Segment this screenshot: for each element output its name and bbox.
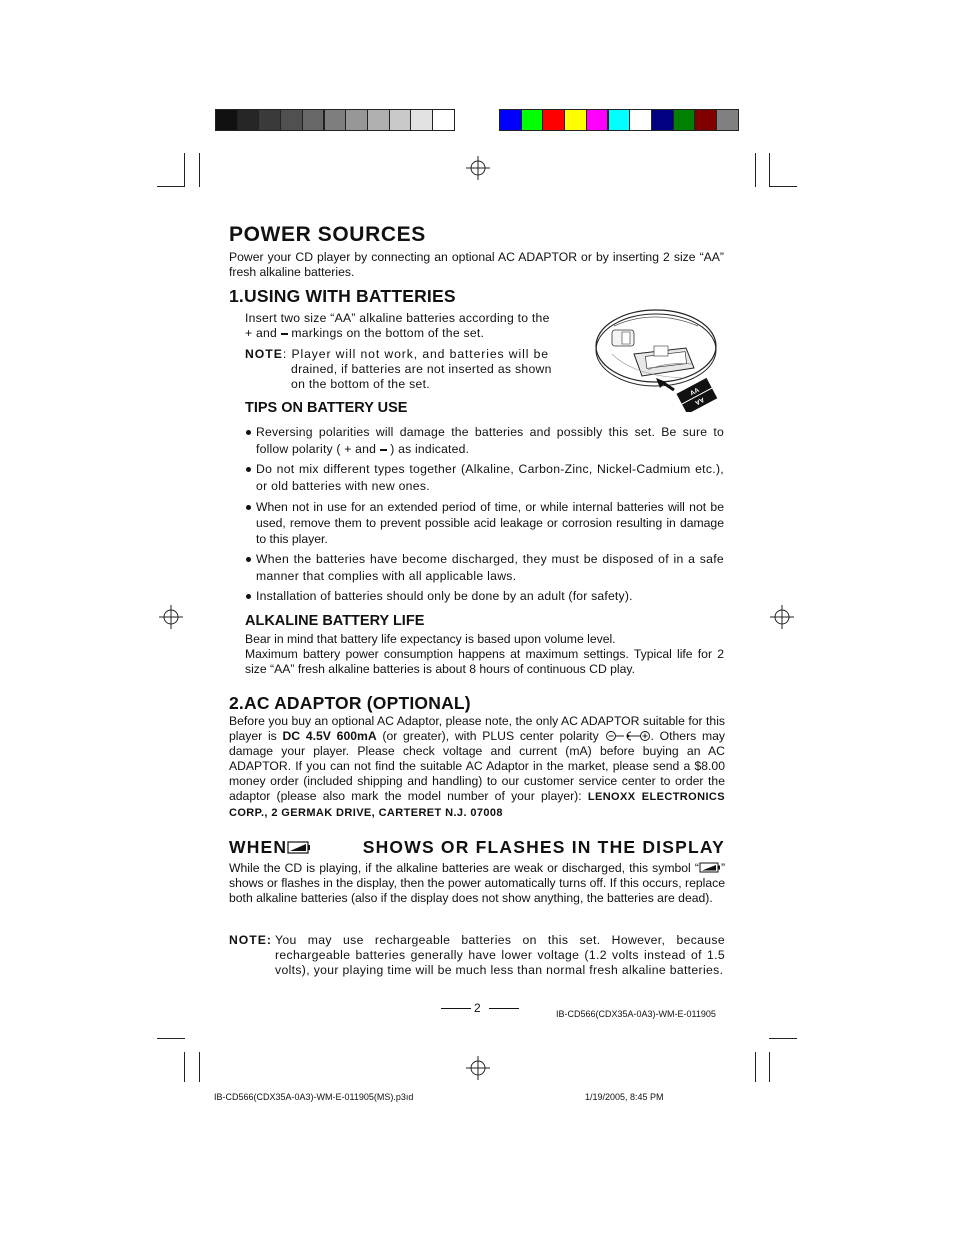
svg-text:AA: AA — [693, 395, 706, 407]
list-item: Installation of batteries should only be done by an adult (for safety). — [246, 588, 724, 605]
color-swatch — [345, 109, 368, 131]
color-swatch — [716, 109, 739, 131]
section-heading-batteries: 1.USING WITH BATTERIES — [229, 286, 456, 306]
color-swatch — [302, 109, 325, 131]
section-heading-ac-adaptor: 2.AC ADAPTOR (OPTIONAL) — [229, 693, 471, 713]
registration-mark-icon — [466, 1056, 490, 1080]
page-title: POWER SOURCES — [229, 223, 426, 246]
list-item: Do not mix different types together (Alkaline, Carbon-Zinc, Nickel-Cadmium etc.), or old batteries with new ones. — [246, 461, 724, 495]
battery-life-heading: ALKALINE BATTERY LIFE — [245, 613, 425, 629]
file-name: IB-CD566(CDX35A-0A3)-WM-E-011905(MS).p3ıd — [214, 1092, 414, 1102]
color-swatch — [389, 109, 412, 131]
low-battery-icon — [287, 841, 311, 854]
color-swatch — [499, 109, 522, 131]
battery-symbol-paragraph: While the CD is playing, if the alkaline batteries are weak or discharged, this symbol “ ” shows or flashes in the display, then the power automatically turns off. If this occurs, replace both alkaline batteries (also if the display does not show anything, the batteries are dead). — [229, 861, 726, 905]
color-swatch — [694, 109, 717, 131]
timestamp: 1/19/2005, 8:45 PM — [585, 1092, 664, 1102]
color-swatch — [564, 109, 587, 131]
color-swatch — [629, 109, 652, 131]
bullet-icon — [246, 594, 251, 599]
color-swatch — [237, 109, 260, 131]
color-swatch — [608, 109, 631, 131]
registration-mark-icon — [770, 605, 794, 629]
svg-text:AA: AA — [688, 386, 701, 398]
battery-note: NOTE: Player will not work, and batteries will be drained, if batteries are not inserted as shown on the bottom of the set. — [245, 347, 552, 391]
minus-symbol-icon — [281, 333, 288, 335]
tips-heading: TIPS ON BATTERY USE — [245, 400, 408, 416]
color-swatch — [542, 109, 565, 131]
battery-instructions: Insert two size “AA” alkaline batteries according to the + and markings on the bottom of the set. — [245, 311, 550, 340]
color-swatch — [215, 109, 238, 131]
bullet-icon — [246, 467, 251, 472]
color-swatch — [367, 109, 390, 131]
battery-compartment-illustration — [594, 304, 726, 412]
bullet-icon — [246, 557, 251, 562]
battery-life-text: Bear in mind that battery life expectancy is based upon volume level. Maximum battery power consumption happens at maximum settings. Typical life for 2 size “AA” fresh alkaline batteries is about 8 hours of continuous CD play. — [245, 632, 724, 676]
bullet-icon — [246, 430, 251, 435]
rechargeable-note: NOTE: You may use rechargeable batteries on this set. However, because rechargeable batteries generally have lower voltage (1.2 volts instead of 1.5 volts), your playing time will be much less than normal fresh alkaline batteries. — [229, 933, 725, 977]
color-swatch — [521, 109, 544, 131]
color-swatch — [432, 109, 455, 131]
registration-mark-icon — [159, 605, 183, 629]
ac-adaptor-paragraph: Before you buy an optional AC Adaptor, please note, the only AC ADAPTOR suitable for this player is DC 4.5V 600mA (or greater), with PLUS center polarity . Others may damage your player. Please check voltage and current (mA) before buying an AC ADAPTOR. If you can not find the suitable AC Adaptor in the market, please send a $8.00 money order (included shipping and handling) to our customer service center to order the adaptor (please also mark the model number of your player): LENOXX ELECTRONICS CORP., 2 GERMAK DRIVE, CARTERET N.J. 07008 — [229, 714, 725, 819]
section-heading-battery-symbol: WHEN SHOWS OR FLASHES IN THE DISPLAY — [229, 837, 725, 857]
list-item: When the batteries have become discharged, they must be disposed of in a safe manner that complies with all applicable laws. — [246, 551, 724, 585]
low-battery-icon — [699, 862, 721, 873]
color-swatch — [258, 109, 281, 131]
page-number-rule — [441, 1008, 471, 1009]
color-swatch — [586, 109, 609, 131]
color-swatch — [280, 109, 303, 131]
list-item: Reversing polarities will damage the batteries and possibly this set. Be sure to follow polarity ( + and ) as indicated. — [246, 424, 724, 458]
color-swatch — [324, 109, 347, 131]
page-number-rule — [489, 1008, 519, 1009]
page-number: 2 — [474, 1001, 481, 1015]
color-swatch — [651, 109, 674, 131]
list-item: When not in use for an extended period of time, or while internal batteries will not be used, remove them to prevent possible acid leakage or corrosion resulting in damage to this player. — [246, 499, 724, 547]
intro-paragraph: Power your CD player by connecting an optional AC ADAPTOR or by inserting 2 size “AA” fresh alkaline batteries. — [229, 250, 724, 279]
registration-mark-icon — [466, 156, 490, 180]
polarity-symbol-icon — [605, 730, 651, 742]
bullet-icon — [246, 505, 251, 510]
minus-symbol-icon — [380, 449, 387, 451]
color-swatch — [673, 109, 696, 131]
color-swatch — [410, 109, 433, 131]
manufacturer-address: LENOXX ELECTRONICS CORP., 2 GERMAK DRIVE, CARTERET N.J. 07008 — [229, 791, 725, 819]
document-code: IB-CD566(CDX35A-0A3)-WM-E-011905 — [556, 1009, 716, 1019]
